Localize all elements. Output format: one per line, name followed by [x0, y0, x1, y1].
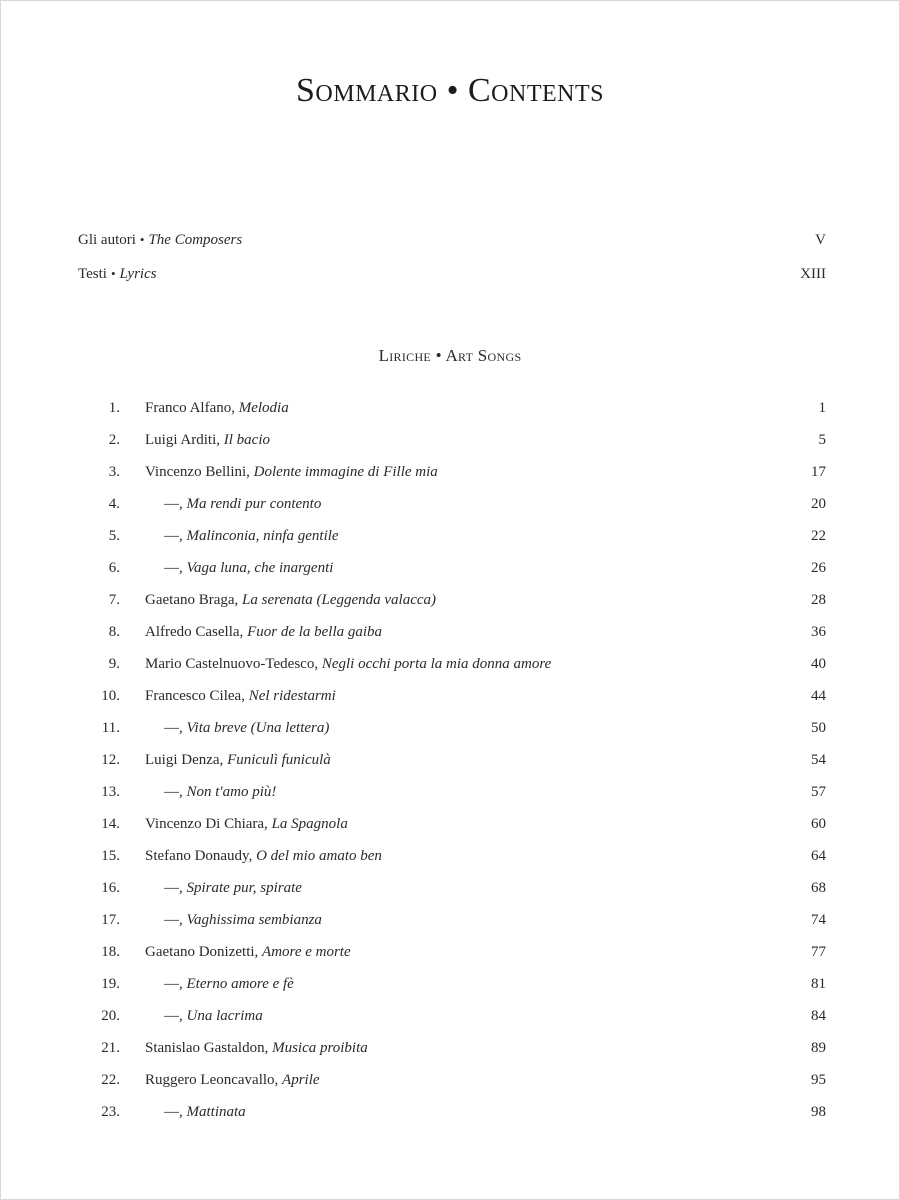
entry-title — [145, 688, 336, 705]
page-title: Sommario • Contents — [296, 72, 604, 109]
toc-entry[interactable] — [0, 816, 900, 848]
entry-composer: Vincenzo Di Chiara, — [145, 816, 268, 832]
front-matter-page: XIII — [800, 266, 826, 282]
entry-composer: Ruggero Leoncavallo, — [145, 1072, 279, 1088]
entry-title — [145, 944, 351, 961]
toc-entry[interactable] — [0, 752, 900, 784]
entry-page: 5 — [818, 432, 826, 448]
entry-page: 64 — [811, 848, 826, 864]
entry-number: 9. — [108, 656, 120, 672]
toc-entry[interactable] — [0, 1072, 900, 1104]
entry-title — [145, 752, 331, 769]
entry-page: 74 — [811, 912, 826, 928]
toc-entry[interactable] — [0, 528, 900, 560]
front-matter-label: Gli autori • The Composers — [78, 232, 243, 248]
entry-number: 13. — [101, 784, 120, 800]
toc-entry[interactable] — [0, 624, 900, 656]
entry-composer: —, — [164, 496, 183, 512]
entry-title — [145, 400, 289, 417]
entry-title — [145, 1072, 320, 1089]
entry-composer: —, — [164, 976, 183, 992]
entry-work: Il bacio — [223, 432, 270, 448]
entry-composer: —, — [164, 1008, 183, 1024]
toc-entry[interactable] — [0, 1008, 900, 1040]
entry-page: 44 — [811, 688, 826, 704]
entry-page: 1 — [818, 400, 826, 416]
entry-title — [145, 432, 270, 449]
entry-work: Vita breve (Una lettera) — [186, 720, 330, 736]
entry-composer: Gaetano Braga, — [145, 592, 239, 608]
toc-entry[interactable] — [0, 496, 900, 528]
toc-entry[interactable] — [0, 784, 900, 816]
entry-work: Vaghissima sembianza — [186, 912, 322, 928]
front-matter-row[interactable] — [78, 266, 826, 300]
entry-number: 7. — [108, 592, 120, 608]
entry-page: 68 — [811, 880, 826, 896]
entry-work: La Spagnola — [271, 816, 348, 832]
entry-work: Dolente immagine di Fille mia — [253, 464, 438, 480]
entry-composer: Luigi Arditi, — [145, 432, 220, 448]
entry-number: 1. — [108, 400, 120, 416]
entry-composer: Franco Alfano, — [145, 400, 235, 416]
entry-page: 84 — [811, 1008, 826, 1024]
entry-work: Fuor de la bella gaiba — [247, 624, 383, 640]
entry-composer: Mario Castelnuovo-Tedesco, — [145, 656, 319, 672]
front-matter — [78, 232, 826, 300]
toc-entry[interactable] — [0, 848, 900, 880]
entry-page: 60 — [811, 816, 826, 832]
entry-work: Mattinata — [186, 1104, 246, 1120]
entry-page: 98 — [811, 1104, 826, 1120]
entry-work: Ma rendi pur contento — [186, 496, 322, 512]
toc-entry[interactable] — [0, 1104, 900, 1136]
entry-number: 19. — [101, 976, 120, 992]
entry-page: 89 — [811, 1040, 826, 1056]
entry-page: 40 — [811, 656, 826, 672]
toc-entry[interactable] — [0, 944, 900, 976]
entry-title — [164, 720, 329, 737]
entry-number: 23. — [101, 1104, 120, 1120]
entry-title — [164, 528, 339, 545]
entry-title — [164, 496, 321, 513]
entry-title — [145, 624, 382, 641]
entry-title — [145, 848, 382, 865]
entry-page: 28 — [811, 592, 826, 608]
section-heading: Liriche • Art Songs — [378, 346, 522, 365]
entry-title — [164, 560, 333, 577]
entry-composer: —, — [164, 912, 183, 928]
entry-number: 3. — [108, 464, 120, 480]
entry-work: Negli occhi porta la mia donna amore — [321, 656, 552, 672]
entry-number: 8. — [108, 624, 120, 640]
entry-page: 20 — [811, 496, 826, 512]
toc-entry[interactable] — [0, 592, 900, 624]
entry-number: 12. — [101, 752, 120, 768]
entry-page: 54 — [811, 752, 826, 768]
entry-number: 22. — [101, 1072, 120, 1088]
entry-number: 4. — [108, 496, 120, 512]
toc-entry[interactable] — [0, 976, 900, 1008]
toc-entry[interactable] — [0, 400, 900, 432]
entry-work: Vaga luna, che inargenti — [186, 560, 334, 576]
entry-work: Una lacrima — [186, 1008, 263, 1024]
entry-work: O del mio amato ben — [256, 848, 382, 864]
entry-work: Eterno amore e fè — [186, 976, 294, 992]
entry-number: 16. — [101, 880, 120, 896]
entry-page: 22 — [811, 528, 826, 544]
entry-number: 5. — [108, 528, 120, 544]
entry-composer: Luigi Denza, — [145, 752, 224, 768]
toc-entry[interactable] — [0, 688, 900, 720]
entry-work: Non t'amo più! — [186, 784, 277, 800]
entry-composer: —, — [164, 528, 183, 544]
entry-composer: —, — [164, 880, 183, 896]
toc-list — [0, 400, 900, 1136]
entry-title — [145, 1040, 368, 1057]
entry-composer: —, — [164, 720, 183, 736]
entry-work: Nel ridestarmi — [248, 688, 336, 704]
entry-title — [164, 784, 276, 801]
entry-number: 10. — [101, 688, 120, 704]
toc-entry[interactable] — [0, 432, 900, 464]
entry-number: 17. — [101, 912, 120, 928]
entry-number: 21. — [101, 1040, 120, 1056]
entry-title — [164, 912, 322, 929]
entry-work: Spirate pur, spirate — [186, 880, 302, 896]
toc-entry[interactable] — [0, 1040, 900, 1072]
entry-title — [145, 464, 438, 481]
entry-title — [145, 592, 436, 609]
toc-entry[interactable] — [0, 656, 900, 688]
entry-composer: Francesco Cilea, — [145, 688, 245, 704]
front-matter-row[interactable] — [78, 232, 826, 266]
entry-number: 14. — [101, 816, 120, 832]
entry-page: 95 — [811, 1072, 826, 1088]
entry-page: 57 — [811, 784, 826, 800]
entry-title — [164, 976, 294, 993]
entry-number: 6. — [108, 560, 120, 576]
entry-number: 2. — [108, 432, 120, 448]
entry-page: 26 — [811, 560, 826, 576]
entry-number: 15. — [101, 848, 120, 864]
entry-work: Musica proibita — [272, 1040, 368, 1056]
entry-title — [164, 1008, 263, 1025]
entry-composer: Gaetano Donizetti, — [145, 944, 259, 960]
toc-entry[interactable] — [0, 720, 900, 752]
entry-page: 36 — [811, 624, 826, 640]
entry-composer: —, — [164, 560, 183, 576]
entry-composer: Stanislao Gastaldon, — [145, 1040, 269, 1056]
front-matter-page: V — [815, 232, 826, 248]
entry-page: 77 — [811, 944, 826, 960]
entry-work: Melodia — [238, 400, 289, 416]
entry-composer: —, — [164, 784, 183, 800]
entry-number: 18. — [101, 944, 120, 960]
entry-page: 81 — [811, 976, 826, 992]
toc-entry[interactable] — [0, 912, 900, 944]
entry-work: La serenata (Leggenda valacca) — [242, 592, 437, 608]
toc-entry[interactable] — [0, 464, 900, 496]
entry-title — [145, 816, 348, 833]
entry-title — [164, 880, 302, 897]
toc-entry[interactable] — [0, 880, 900, 912]
entry-title — [145, 656, 551, 673]
entry-work: Funiculì funiculà — [227, 752, 331, 768]
entry-number: 11. — [101, 720, 120, 736]
entry-number: 20. — [101, 1008, 120, 1024]
entry-page: 17 — [811, 464, 826, 480]
entry-title — [164, 1104, 246, 1121]
entry-work: Malinconia, ninfa gentile — [186, 528, 339, 544]
entry-composer: Stefano Donaudy, — [145, 848, 253, 864]
front-matter-label: Testi • Lyrics — [78, 266, 157, 282]
entry-composer: Vincenzo Bellini, — [145, 464, 250, 480]
entry-composer: —, — [164, 1104, 183, 1120]
entry-page: 50 — [811, 720, 826, 736]
entry-work: Amore e morte — [262, 944, 351, 960]
entry-work: Aprile — [282, 1072, 320, 1088]
toc-entry[interactable] — [0, 560, 900, 592]
entry-composer: Alfredo Casella, — [145, 624, 244, 640]
